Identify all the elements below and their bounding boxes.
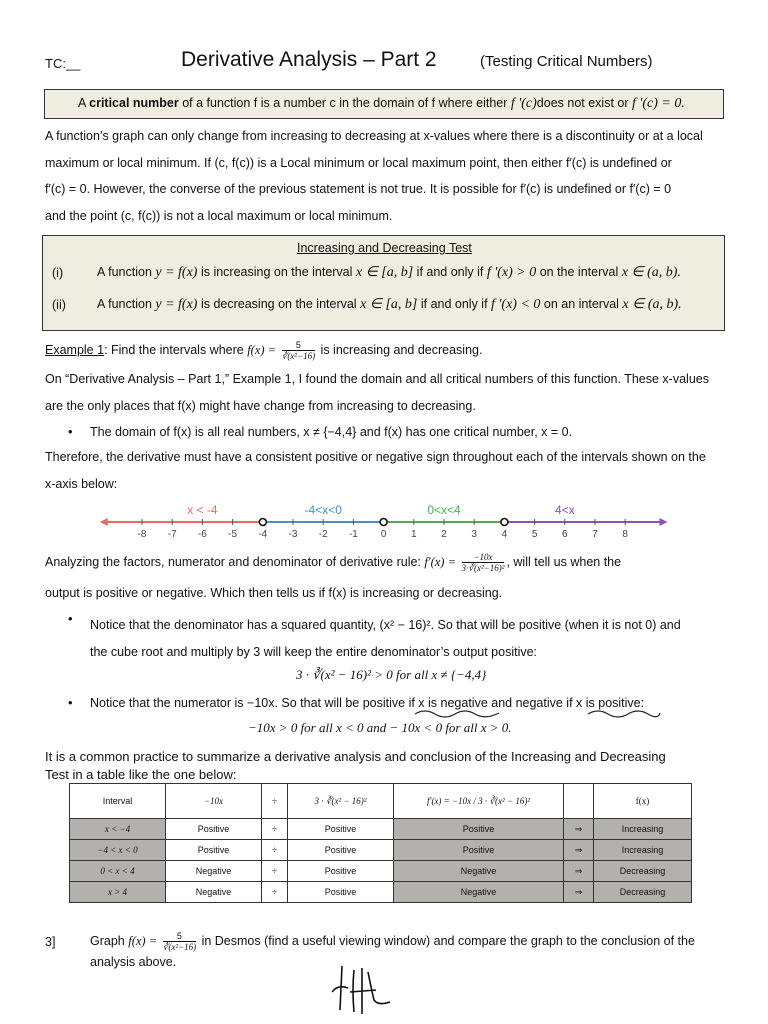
tick-label: 0 xyxy=(380,529,387,540)
right-arrow-icon xyxy=(659,518,667,526)
table-row xyxy=(70,861,692,882)
summary-intro: It is a common practice to summarize a derivative analysis and conclusion of the Increasing and Decreasing Test in a table like the one below: xyxy=(45,749,666,782)
definition-term: critical number xyxy=(89,96,179,110)
denominator-inequality: 3 · ∛(x² − 16)² > 0 for all x ≠ {−4,4} xyxy=(296,667,487,682)
table-cell: Positive xyxy=(288,882,394,903)
summary-table xyxy=(69,783,692,903)
table-cell: Increasing xyxy=(594,819,692,840)
tick-label: 4 xyxy=(501,529,508,540)
intro-paragraph: A function’s graph can only change from increasing to decreasing at x-values where there is a discontinuity or at a local maximum or local minimum. If (c, f(c)) is a Local minimum or local maximum point, then either f′(c) is undefined or f′(c) = 0. However, the converse of the previous statement is not true. It is possible for f′(c) is undefined or f′(c) = 0 and the point (c, f(c)) is not a local maximum or local minimum. xyxy=(45,129,703,223)
interval-label: 4<x xyxy=(554,503,575,517)
analysis-line2: output is positive or negative. Which then tells us if f(x) is increasing or decreasing. xyxy=(45,586,503,600)
table-cell: Positive xyxy=(166,840,262,861)
table-cell: ÷ xyxy=(262,840,288,861)
open-point xyxy=(380,519,387,526)
handwritten-squiggle-2 xyxy=(586,708,662,718)
table-header-cell: ÷ xyxy=(262,784,288,819)
table-cell: ⇒ xyxy=(564,861,594,882)
table-cell: x < −4 xyxy=(70,819,166,840)
table-cell: Decreasing xyxy=(594,882,692,903)
task-number: 3] xyxy=(45,935,56,949)
tick-label: -1 xyxy=(348,529,358,540)
domain-bullet: The domain of f(x) is all real numbers, x ≠ {−4,4} and f(x) has one critical number, x = 0. xyxy=(90,425,573,439)
tick-label: 1 xyxy=(411,529,417,540)
handwritten-signature xyxy=(328,962,400,1018)
table-cell: Negative xyxy=(166,882,262,903)
tick-label: 3 xyxy=(471,529,477,540)
number-line xyxy=(100,500,670,540)
table-cell: Positive xyxy=(288,861,394,882)
table-cell: Positive xyxy=(394,819,564,840)
table-cell: Positive xyxy=(394,840,564,861)
analysis-line1: Analyzing the factors, numerator and denominator of derivative rule: f′(x) = $\frac{-10x}{\text{3·∛(x²−16)²}}$ , will tell us when the xyxy=(45,552,622,573)
tick-label: 7 xyxy=(592,529,598,540)
table-cell: ⇒ xyxy=(564,840,594,861)
table-cell: Increasing xyxy=(594,840,692,861)
table-row xyxy=(70,882,692,903)
open-point xyxy=(259,519,266,526)
table-header-cell xyxy=(564,784,594,819)
tick-label: -5 xyxy=(228,529,238,540)
table-cell: ÷ xyxy=(262,882,288,903)
table-header-cell: Interval xyxy=(70,784,166,819)
tc-label: TC:__ xyxy=(45,56,81,71)
tick-label: -4 xyxy=(258,529,268,540)
test-ii-text: A function y = f(x) is decreasing on the interval x ∈ [a, b] if and only if f '(x) < 0 on an interval x ∈ (a, b). xyxy=(97,297,682,312)
test-ii-label: (ii) xyxy=(52,298,66,312)
table-row xyxy=(70,819,692,840)
definition-text: A critical number of a function f is a number c in the domain of f where either f '(c)does not exist or f '(c) = 0. xyxy=(78,96,685,111)
table-cell: Positive xyxy=(288,840,394,861)
table-cell: Negative xyxy=(166,861,262,882)
table-header-cell: −10x xyxy=(166,784,262,819)
numerator-bullet: Notice that the numerator is −10x. So that will be positive if x is negative and negative if x is positive: xyxy=(90,696,645,710)
example-paragraph-2: Therefore, the derivative must have a consistent positive or negative sign throughout each of the intervals shown on the x-axis below: xyxy=(45,450,706,491)
interval-label: x < -4 xyxy=(187,503,218,517)
table-header-cell: 3 · ∛(x² − 16)² xyxy=(288,784,394,819)
table-cell: Decreasing xyxy=(594,861,692,882)
table-header-cell: f′(x) = −10x / 3 · ∛(x² − 16)² xyxy=(394,784,564,819)
numerator-inequality: −10x > 0 for all x < 0 and − 10x < 0 for all x > 0. xyxy=(248,720,512,735)
example-heading: Example 1: Find the intervals where f(x) = $\frac{5}{\text{∛(x²−16)}}$ is increasing and decreasing. xyxy=(45,340,483,361)
table-cell: Negative xyxy=(394,861,564,882)
tick-label: 2 xyxy=(441,529,447,540)
tick-label: 8 xyxy=(622,529,628,540)
test-i-text: A function y = f(x) is increasing on the interval x ∈ [a, b] if and only if f '(x) > 0 on the interval x ∈ (a, b). xyxy=(97,265,681,280)
tick-label: -7 xyxy=(167,529,177,540)
tick-label: -6 xyxy=(197,529,207,540)
task-text: Graph f(x) = $\frac{5}{\text{∛(x²−16)}}$ in Desmos (find a useful viewing window) and compare the graph to the conclusion of the analysis above. xyxy=(90,931,695,970)
table-cell: −4 < x < 0 xyxy=(70,840,166,861)
tick-label: -3 xyxy=(288,529,298,540)
example-paragraph: On “Derivative Analysis – Part 1,” Example 1, I found the domain and all critical numbers of this function. These x-values are the only places that f(x) might have change from increasing to decreasing. xyxy=(45,372,709,413)
table-row xyxy=(70,840,692,861)
table-cell: ⇒ xyxy=(564,882,594,903)
tick-label: 5 xyxy=(531,529,538,540)
test-title: Increasing and Decreasing Test xyxy=(297,241,472,255)
handwritten-squiggle xyxy=(413,708,503,718)
page-title: Derivative Analysis – Part 2 xyxy=(181,48,437,71)
table-cell: Positive xyxy=(166,819,262,840)
table-cell: 0 < x < 4 xyxy=(70,861,166,882)
page-subtitle: (Testing Critical Numbers) xyxy=(480,53,653,70)
tick-label: 6 xyxy=(562,529,568,540)
open-point xyxy=(501,519,508,526)
table-cell: x > 4 xyxy=(70,882,166,903)
tick-label: -8 xyxy=(137,529,147,540)
test-i-label: (i) xyxy=(52,266,64,280)
table-header-row xyxy=(70,784,692,819)
table-header-cell: f(x) xyxy=(594,784,692,819)
table-cell: ÷ xyxy=(262,861,288,882)
tick-label: -2 xyxy=(318,529,328,540)
table-cell: Positive xyxy=(288,819,394,840)
left-arrow-icon xyxy=(100,518,108,526)
table-cell: Negative xyxy=(394,882,564,903)
interval-label: 0<x<4 xyxy=(427,503,461,517)
denominator-bullet: Notice that the denominator has a squared quantity, (x² − 16)². So that will be positive (when it is not 0) and the cube root and multiply by 3 will keep the entire denominator’s output positive: xyxy=(90,618,681,659)
interval-label: -4<x<0 xyxy=(304,503,342,517)
table-cell: ÷ xyxy=(262,819,288,840)
table-cell: ⇒ xyxy=(564,819,594,840)
